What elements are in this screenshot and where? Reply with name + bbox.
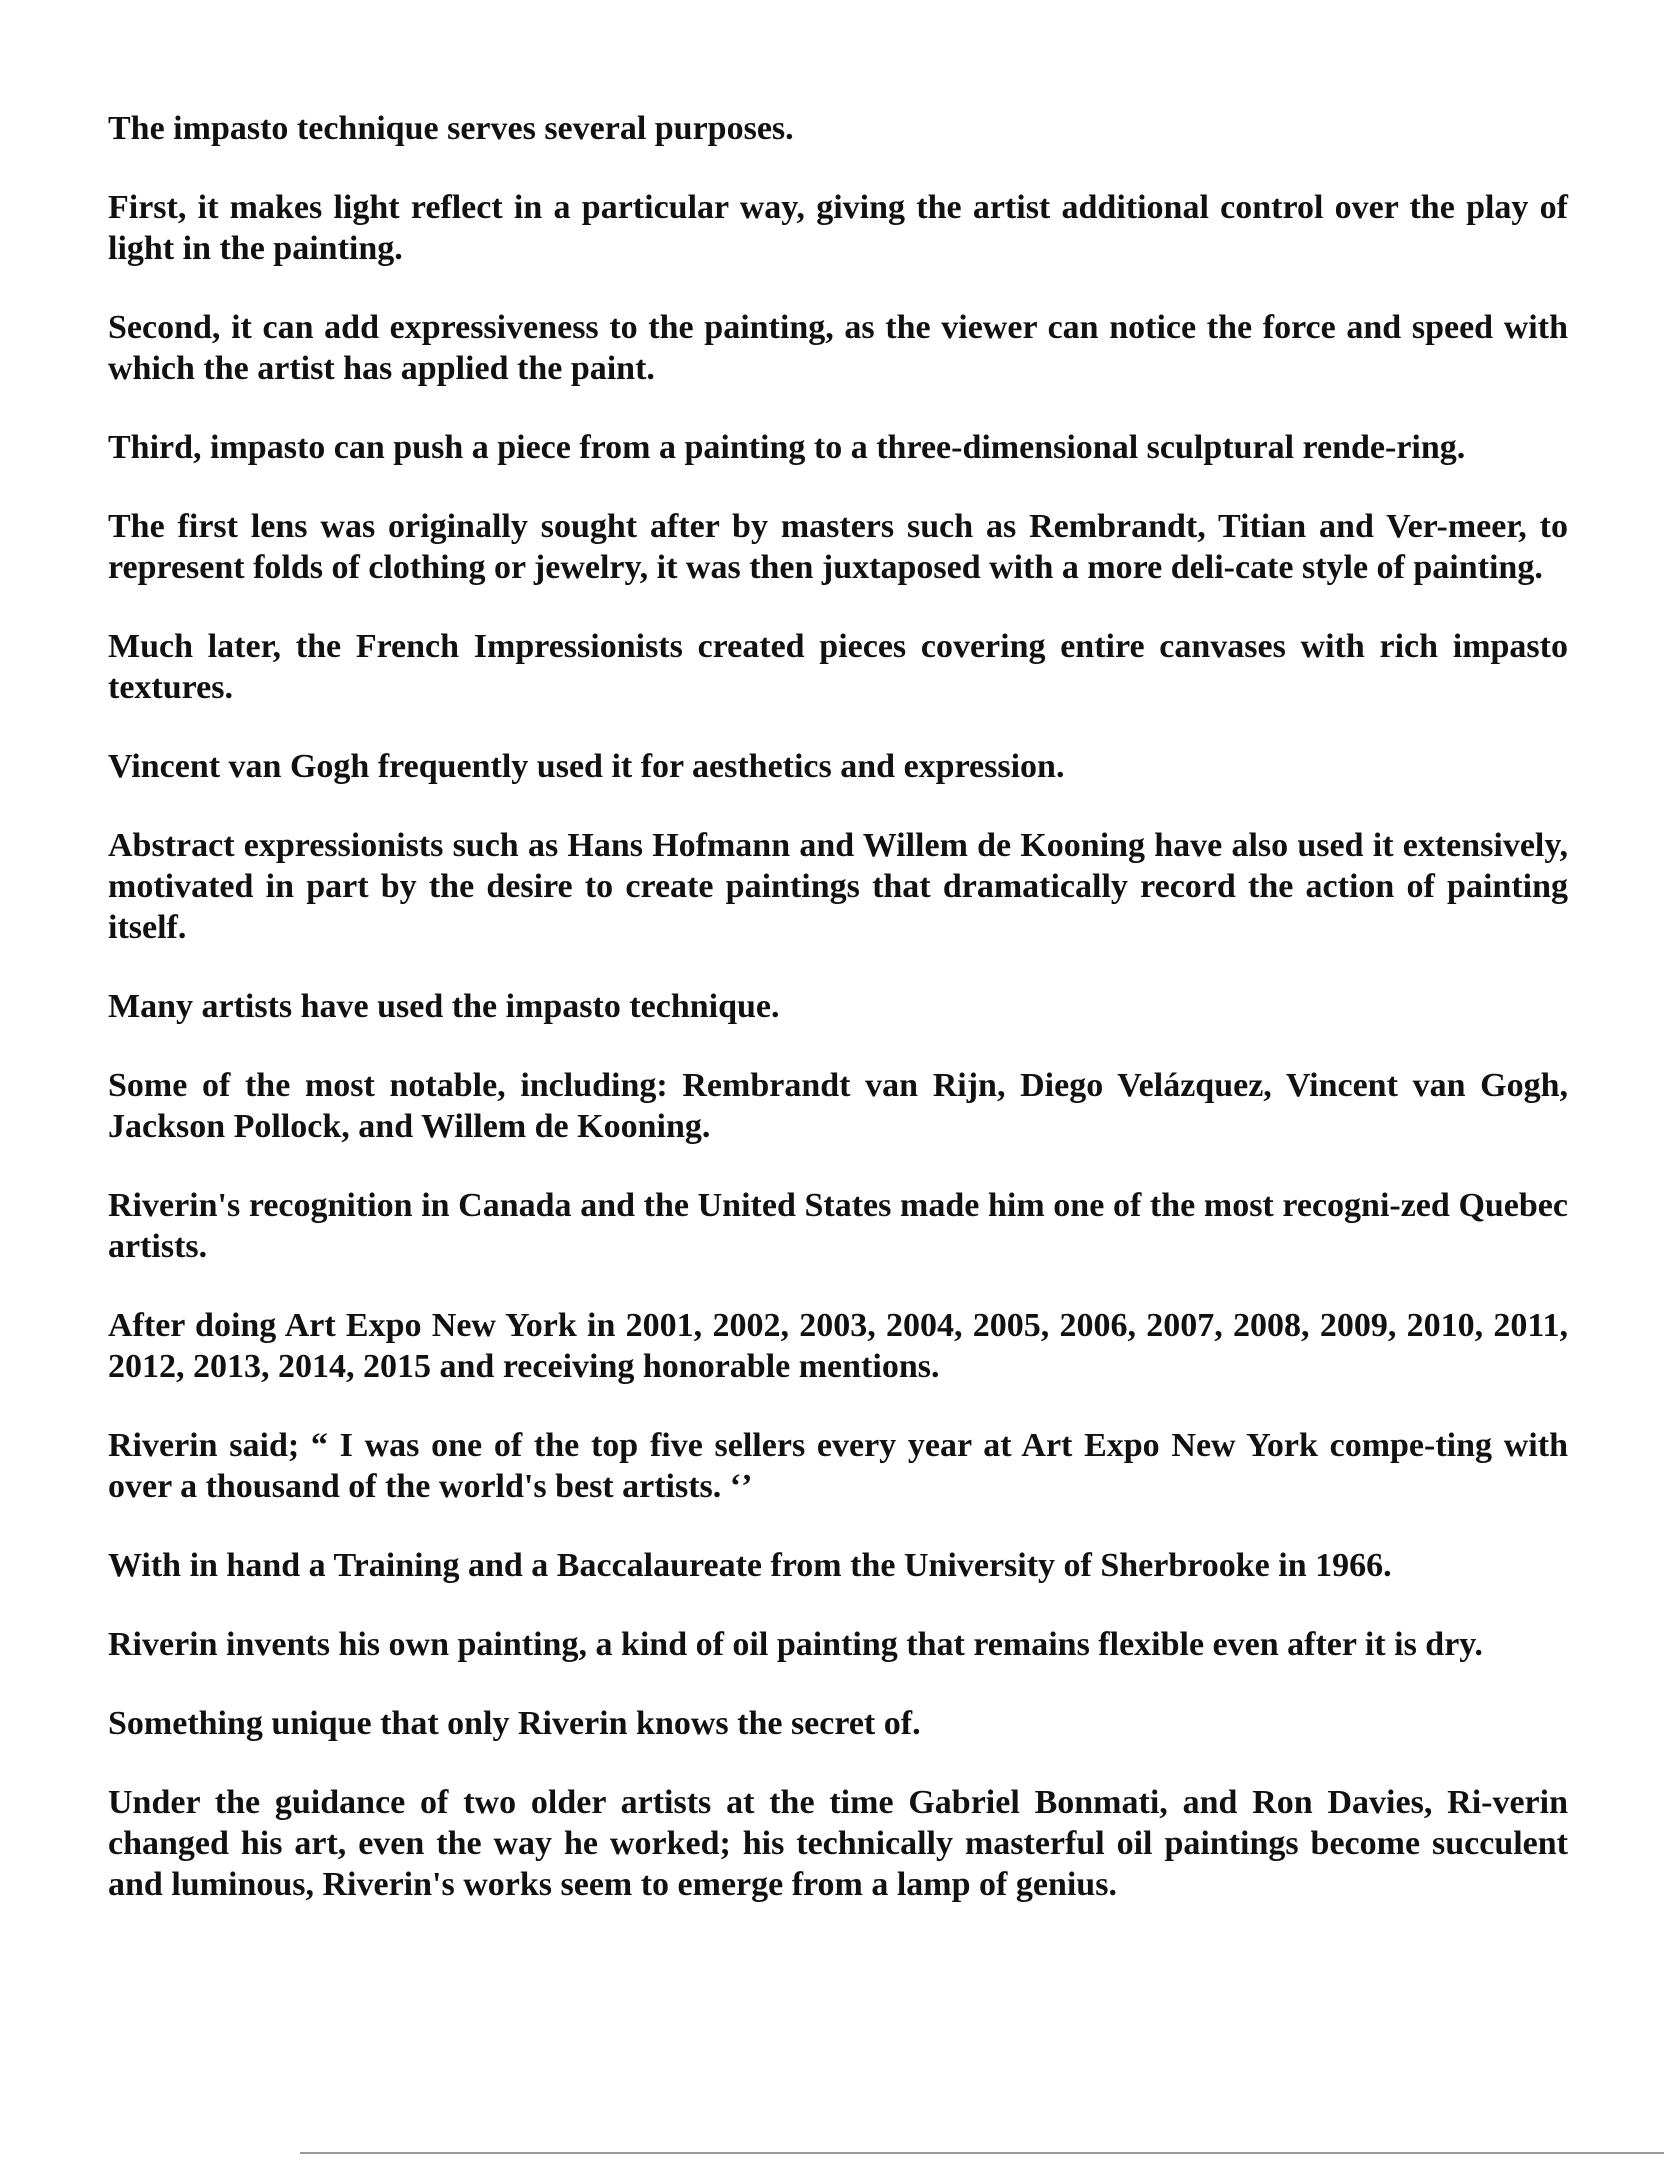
paragraph-guidance: Under the guidance of two older artists at the time Gabriel Bonmati, and Ron Davies, Ri-verin changed his art, even the way he worked; his technically masterful oil paintings become succulent and luminous, Riverin's works seem to emerge from a lamp of genius.	[108, 1784, 1568, 1903]
paragraph-quote: Riverin said; “ I was one of the top five sellers every year at Art Expo New York compe-ting with over a thousand of the world's best artists. ‘’	[108, 1427, 1568, 1505]
paragraph-third-purpose: Third, impasto can push a piece from a painting to a three-dimensional sculptural rende-ring.	[108, 429, 1466, 466]
paragraph-own-painting: Riverin invents his own painting, a kind of oil painting that remains flexible even after it is dry.	[108, 1626, 1483, 1663]
paragraph-impasto-purposes: The impasto technique serves several purposes.	[108, 110, 794, 147]
paragraph-abstract-expressionists: Abstract expressionists such as Hans Hofmann and Willem de Kooning have also used it extensively, motivated in part by the desire to create paintings that dramatically record the action of painting itself.	[108, 827, 1568, 946]
paragraph-van-gogh: Vincent van Gogh frequently used it for aesthetics and expression.	[108, 748, 1065, 785]
body-text	[108, 108, 1568, 1943]
paragraph-impressionists: Much later, the French Impressionists created pieces covering entire canvases with rich impasto textures.	[108, 628, 1568, 706]
paragraph-recognition: Riverin's recognition in Canada and the United States made him one of the most recogni-zed Quebec artists.	[108, 1187, 1568, 1265]
paragraph-art-expo: After doing Art Expo New York in 2001, 2002, 2003, 2004, 2005, 2006, 2007, 2008, 2009, 2010, 2011, 2012, 2013, 2014, 2015 and receiving honorable mentions.	[108, 1307, 1568, 1385]
paragraph-education: With in hand a Training and a Baccalaureate from the University of Sherbrooke in 1966.	[108, 1547, 1392, 1584]
paragraph-second-purpose: Second, it can add expressiveness to the painting, as the viewer can notice the force and speed with which the artist has applied the paint.	[108, 309, 1568, 387]
paragraph-first-purpose: First, it makes light reflect in a particular way, giving the artist additional control over the play of light in the painting.	[108, 189, 1568, 267]
paragraph-masters: The first lens was originally sought after by masters such as Rembrandt, Titian and Ver-meer, to represent folds of clothing or jewelry, it was then juxtaposed with a more deli-cate style of painting.	[108, 508, 1568, 586]
paragraph-many-artists: Many artists have used the impasto technique.	[108, 988, 780, 1025]
bottom-divider	[300, 2152, 1664, 2154]
paragraph-notable-artists: Some of the most notable, including: Rembrandt van Rijn, Diego Velázquez, Vincent van Gogh, Jackson Pollock, and Willem de Kooning.	[108, 1067, 1568, 1145]
paragraph-secret: Something unique that only Riverin knows the secret of.	[108, 1705, 921, 1742]
